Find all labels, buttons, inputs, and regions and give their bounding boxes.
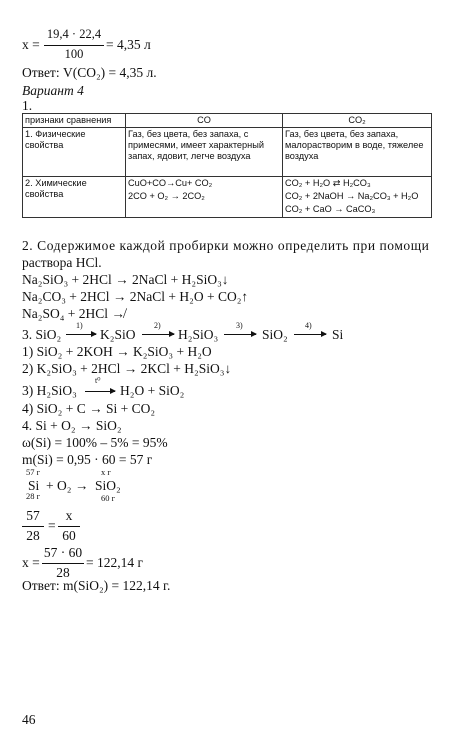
reaction-right: H₂O + SiO₂ (120, 383, 185, 398)
arrow-icon (142, 334, 174, 335)
annotation: 60 г (101, 493, 116, 503)
table-header: CO₂ (283, 114, 432, 128)
task-2-text: 2. Содержимое каждой пробирки можно определить при помощи (22, 238, 430, 253)
prop-equals: = (48, 518, 56, 533)
calc-x-prefix: x = (22, 37, 40, 52)
equation-middle: + O₂ → (46, 478, 89, 493)
co2-reaction: CO₂ + 2NaOH → Na₂CO₃ + H₂O (285, 191, 419, 201)
arrow-icon (66, 334, 96, 335)
comparison-table (22, 113, 432, 218)
chain-product: H₂SiO₃ (178, 327, 219, 342)
fraction-bar (58, 526, 80, 527)
equation: Na₂SiO₃ + 2HCl → 2NaCl + H₂SiO₃↓ (22, 272, 229, 287)
calc-2-result: = 122,14 г (86, 555, 144, 570)
co2-reaction: CO₂ + CaO → CaCO₃ (285, 204, 376, 214)
table-cell: Газ, без цвета, без запаха, малорастворим в воде, тяжелее воздуха (283, 128, 432, 177)
table-row (23, 128, 432, 177)
prop-denominator: 60 (62, 528, 76, 543)
prop-denominator: 28 (26, 528, 40, 543)
table-row (23, 177, 432, 218)
table-header: признаки сравнения (23, 114, 126, 128)
chain-start: 3. SiO₂ (22, 327, 62, 342)
variant-heading: Вариант 4 (22, 83, 84, 98)
table-header: CO (126, 114, 283, 128)
equation: Na₂SO₄ + 2HCl ↛ (22, 306, 125, 321)
element-si: Si (28, 478, 40, 493)
equation: Na₂CO₃ + 2HCl → 2NaCl + H₂O + CO₂↑ (22, 289, 249, 304)
table-cell (283, 177, 432, 218)
arrow-label: 4) (305, 321, 312, 330)
calc-2-denominator: 28 (56, 565, 70, 580)
chain-product: K₂SiO (100, 327, 136, 342)
task-1-number: 1. (22, 98, 33, 113)
prop-numerator: x (65, 508, 73, 523)
reaction: 4) SiO₂ + C → Si + CO₂ (22, 401, 156, 416)
arrow-label: t⁰ (95, 376, 101, 385)
annotation: 28 г (26, 491, 41, 501)
calc-2-numerator: 57 · 60 (43, 545, 83, 560)
omega-line: ω(Si) = 100% – 5% = 95% (22, 435, 168, 450)
task-2-text: раствора HCl. (22, 255, 102, 270)
calc-x-numerator: 19,4 · 22,4 (46, 27, 102, 41)
calc-x-result: = 4,35 л (106, 37, 151, 52)
arrow-icon (224, 334, 256, 335)
co2-reaction: CO₂ + H₂O ⇄ H₂CO₃ (285, 178, 371, 188)
calc-x-denominator: 100 (64, 47, 84, 61)
chain-product: SiO₂ (262, 327, 288, 342)
fraction-bar (22, 526, 44, 527)
chain-product: Si (332, 327, 344, 342)
table-header-row (23, 114, 432, 128)
arrow-label: 1) (76, 321, 83, 330)
page-number: 46 (22, 712, 36, 727)
reaction-left: 3) H₂SiO₃ (22, 383, 77, 398)
table-cell: Газ, без цвета, без запаха, с примесями, имеет характерный запах, ядовит, легче воздуха (126, 128, 283, 177)
reaction: 2) K₂SiO₃ + 2HCl → 2KCl + H₂SiO₃↓ (22, 361, 232, 376)
prop-numerator: 57 (26, 508, 40, 523)
annotation: x г (101, 467, 111, 477)
reaction: 1) SiO₂ + 2KOH → K₂SiO₃ + H₂O (22, 344, 212, 359)
fraction-bar (42, 563, 84, 564)
arrow-icon (85, 391, 115, 392)
co-reaction: 2CO + O₂ → 2CO₂ (128, 191, 205, 201)
fraction-bar (44, 45, 104, 46)
table-cell (126, 177, 283, 218)
arrow-label: 3) (236, 321, 243, 330)
task-4-equation: 4. Si + O₂ → SiO₂ (22, 418, 122, 433)
table-cell: 1. Физические свойства (23, 128, 126, 177)
mass-line: m(Si) = 0,95 · 60 = 57 г (22, 452, 153, 467)
arrow-label: 2) (154, 321, 161, 330)
answer-2: Ответ: m(SiO₂) = 122,14 г. (22, 578, 171, 593)
annotation: 57 г (26, 467, 41, 477)
table-cell: 2. Химические свойства (23, 177, 126, 218)
arrow-icon (294, 334, 326, 335)
co-reaction: CuO+CO→Cu+ CO₂ (128, 178, 213, 188)
calc-2-prefix: x = (22, 555, 40, 570)
compound-sio2: SiO₂ (95, 478, 121, 493)
answer-1: Ответ: V(CO₂) = 4,35 л. (22, 65, 157, 80)
